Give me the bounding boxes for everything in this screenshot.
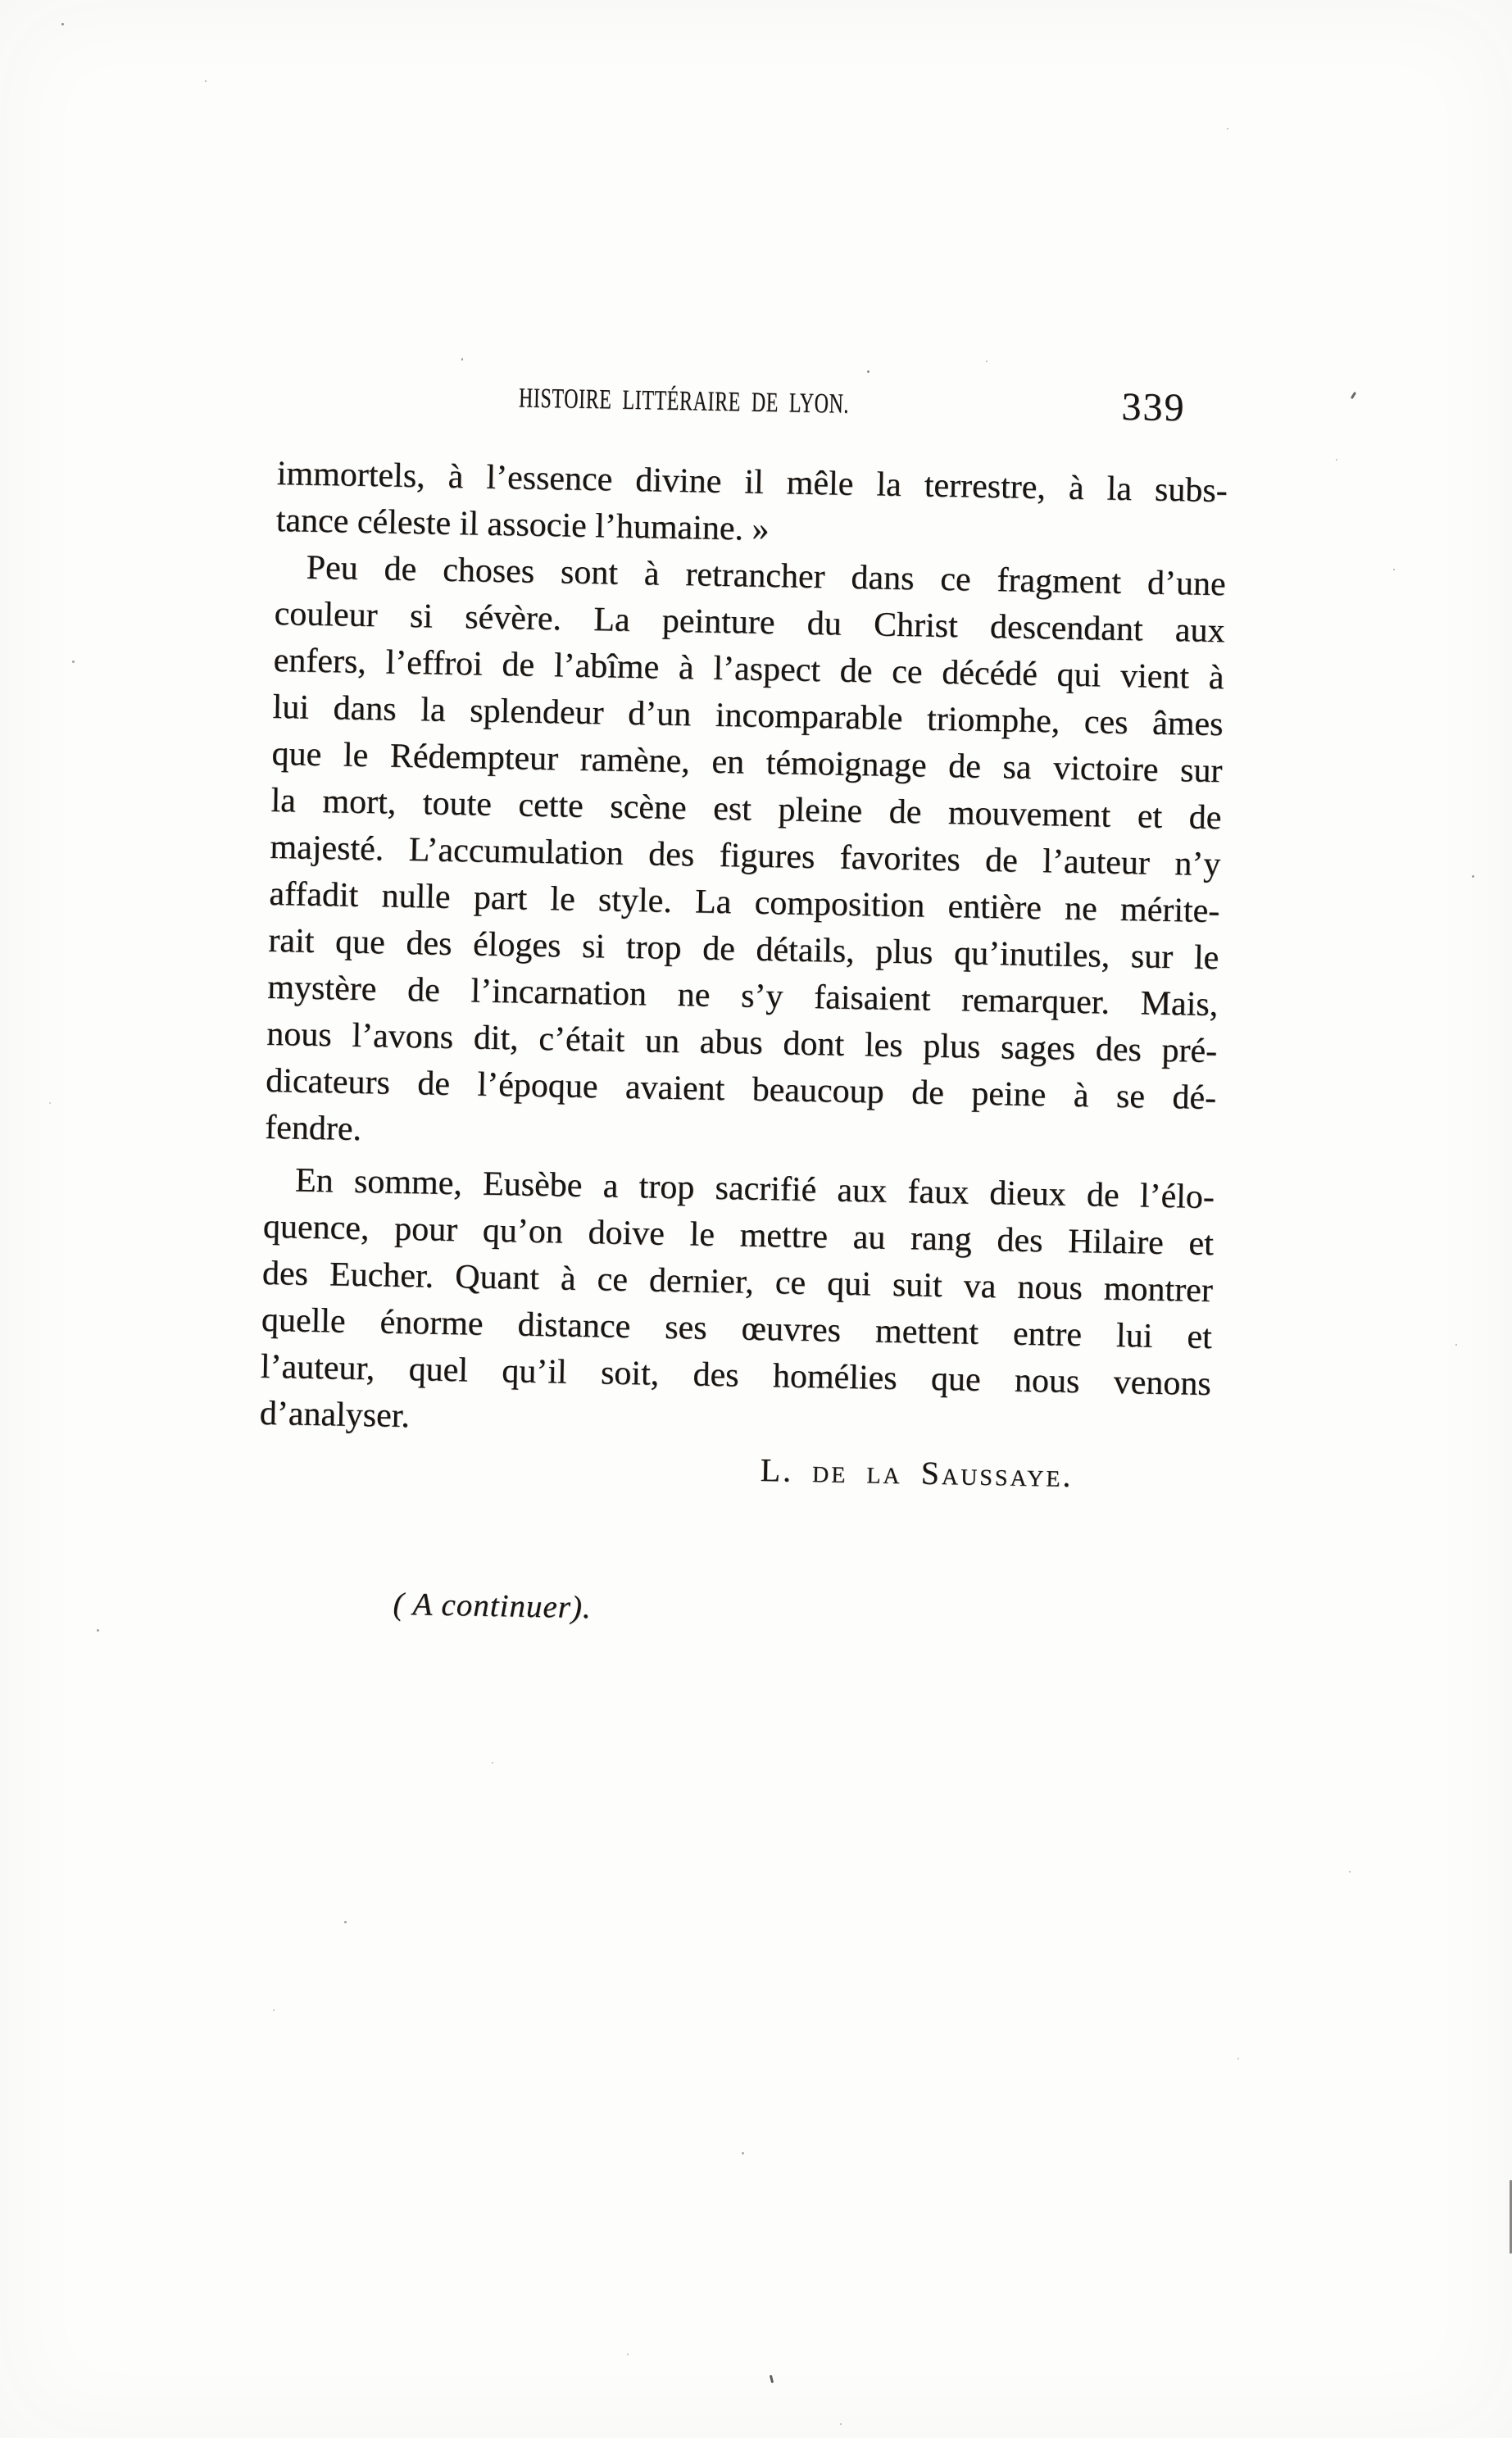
text-line: nous l’avons dit, c’était un abus dont les plus sages des pré- <box>266 1015 1218 1071</box>
text-line: d’analyser. <box>259 1394 411 1436</box>
text-line: des Eucher. Quant à ce dernier, ce qui suit va nous montrer <box>261 1254 1214 1310</box>
text-line: que le Rédempteur ramène, en témoignage de sa victoire sur <box>271 734 1223 791</box>
noise-speck <box>1237 2058 1239 2059</box>
text-line: affadit nulle part le style. La composition entière ne mérite- <box>269 874 1220 931</box>
noise-speck <box>344 1921 347 1923</box>
noise-speck <box>627 2354 629 2355</box>
noise-speck <box>205 80 207 82</box>
noise-speck <box>1336 459 1337 461</box>
author-signature: L. de la Saussaye. <box>760 1451 1074 1494</box>
noise-speck <box>1349 1871 1351 1873</box>
text-line: Peu de choses sont à retrancher dans ce fragment d’une <box>306 548 1227 604</box>
text-line: lui dans la splendeur d’un incomparable triomphe, ces âmes <box>272 688 1224 744</box>
text-line: quelle énorme distance ses œuvres mettent entre lui et <box>261 1301 1213 1357</box>
noise-speck <box>986 361 988 362</box>
noise-mark <box>770 2375 774 2383</box>
running-header <box>278 379 1229 435</box>
noise-speck <box>1393 569 1395 570</box>
text-line: rait que des éloges si trop de détails, plus qu’inutiles, sur le <box>268 921 1219 978</box>
noise-speck <box>1227 128 1228 129</box>
noise-speck <box>97 1629 99 1632</box>
noise-speck <box>840 2423 842 2425</box>
noise-speck <box>273 2009 275 2011</box>
noise-speck <box>461 358 463 361</box>
running-header-title-text: HISTOIRE LITTÉRAIRE DE LYON. <box>518 383 850 420</box>
paragraph-3 <box>259 1157 1215 1455</box>
text-line: la mort, toute cette scène est pleine de mouvement et de <box>270 781 1222 838</box>
body-text <box>259 451 1228 1455</box>
text-line: l’auteur, quel qu’il soit, des homélies que nous venons <box>260 1347 1212 1404</box>
text-line: tance céleste il associe l’humaine. » <box>275 501 770 548</box>
text-line: immortels, à l’essence divine il mêle la terrestre, à la subs- <box>276 454 1228 511</box>
page-number: 339 <box>1121 384 1187 430</box>
noise-speck <box>492 1762 493 1764</box>
paragraph-2 <box>265 544 1226 1169</box>
continuation-note: ( A continuer). <box>393 1586 593 1626</box>
text-line: enfers, l’effroi de l’abîme à l’aspect de ce décédé qui vient à <box>273 641 1224 697</box>
text-line: dicateurs de l’époque avaient beaucoup de peine à se dé- <box>265 1061 1217 1118</box>
text-line: majesté. L’accumulation des figures favorites de l’auteur n’y <box>270 828 1221 884</box>
noise-speck <box>867 370 870 373</box>
noise-speck <box>1472 875 1474 878</box>
printed-area <box>256 379 1229 1637</box>
paragraph-1 <box>275 451 1228 561</box>
text-line: couleur si sévère. La peinture du Christ descendant aux <box>274 594 1225 651</box>
noise-speck <box>72 661 75 663</box>
noise-speck <box>49 1102 51 1104</box>
text-line: En somme, Eusèbe a trop sacrifié aux faux dieux de l’élo- <box>294 1161 1215 1217</box>
noise-speck <box>742 2152 744 2154</box>
noise-mark <box>1351 392 1356 399</box>
noise-speck <box>61 23 64 25</box>
text-line: quence, pour qu’on doive le mettre au rang des Hilaire et <box>262 1207 1215 1264</box>
noise-speck <box>1455 1344 1457 1346</box>
text-line: mystère de l’incarnation ne s’y faisaient remarquer. Mais, <box>266 968 1219 1024</box>
running-header-title <box>208 377 1160 425</box>
text-line: fendre. <box>264 1108 362 1149</box>
